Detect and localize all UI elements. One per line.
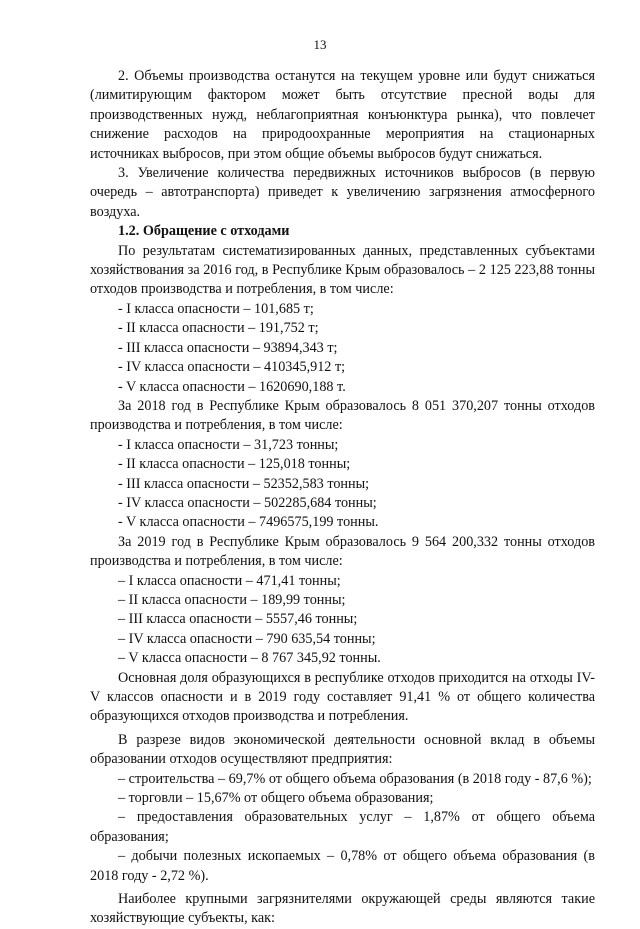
list-item: - V класса опасности – 1620690,188 т. <box>118 378 346 395</box>
list-item: - II класса опасности – 191,752 т; <box>118 320 319 337</box>
paragraph-2019-total: За 2019 год в Республике Крым образовалось 9 564 200,332 тонны отходов производства и потребления, в том числе: <box>90 533 595 570</box>
list-item: - III класса опасности – 93894,343 т; <box>118 339 338 356</box>
list-item: – II класса опасности – 189,99 тонны; <box>118 591 346 608</box>
list-item: – строительства – 69,7% от общего объема образования (в 2018 году - 87,6 %); <box>118 770 592 787</box>
list-item: - V класса опасности – 7496575,199 тонны. <box>118 514 379 531</box>
list-item: – предоставления образовательных услуг – 1,87% от общего объема образования; <box>90 809 595 845</box>
list-item: – торговли – 15,67% от общего объема образования; <box>118 790 434 807</box>
paragraph-largest-polluters: Наиболее крупными загрязнителями окружающей среды являются такие хозяйствующие субъекты, как: <box>90 891 595 927</box>
paragraph-economic-activities: В разрезе видов экономической деятельности основной вклад в объемы образовании отходов осуществляют предприятия: <box>90 731 595 768</box>
page-content <box>90 67 595 929</box>
list-item: – III класса опасности – 5557,46 тонны; <box>118 611 358 628</box>
paragraph-mobile-sources: 3. Увеличение количества передвижных источников выбросов (в первую очередь – автотранспорта) приведет к увеличению загрязнения атмосферного воздуха. <box>90 165 595 220</box>
list-2018-hazard-classes <box>90 436 595 533</box>
list-item: – V класса опасности – 8 767 345,92 тонны. <box>118 650 381 667</box>
list-item: – добычи полезных ископаемых – 0,78% от общего объема образования (в 2018 году - 2,72 %). <box>90 848 595 884</box>
list-2019-hazard-classes <box>90 572 595 669</box>
paragraph-main-share: Основная доля образующихся в республике отходов приходится на отходы IV-V классов опасности и в 2019 году составляет 91,41 % от общего количества образующихся отходов производства и потребления. <box>90 669 595 725</box>
list-2016-hazard-classes <box>90 300 595 397</box>
list-item: - IV класса опасности – 410345,912 т; <box>118 359 346 376</box>
list-item: - II класса опасности – 125,018 тонны; <box>118 456 351 473</box>
list-item: - I класса опасности – 101,685 т; <box>118 300 314 317</box>
paragraph-production-volumes: 2. Объемы производства останутся на текущем уровне или будут снижаться (лимитирующим фактором может быть отсутствие пресной воды для производственных нужд, неблагоприятная конъюнктура рынка), что повлечет снижение расходов на природоохранные мероприятия на стационарных источниках выбросов, при этом общие объемы выбросов будут снижаться. <box>90 68 595 162</box>
section-heading-waste: 1.2. Обращение с отходами <box>118 223 290 240</box>
page-number: 13 <box>313 37 327 52</box>
list-item: - I класса опасности – 31,723 тонны; <box>118 436 339 453</box>
list-item: - III класса опасности – 52352,583 тонны; <box>118 475 370 492</box>
list-item: - IV класса опасности – 502285,684 тонны; <box>118 494 377 511</box>
list-item: – IV класса опасности – 790 635,54 тонны; <box>118 630 376 647</box>
paragraph-2016-total: По результатам систематизированных данных, представленных субъектами хозяйствования за 2016 год, в Республике Крым образовалось – 2 125 223,88 тонны отходов производства и потребления, в том числе: <box>90 242 595 298</box>
list-economic-activities <box>90 770 595 886</box>
paragraph-2018-total: За 2018 год в Республике Крым образовалось 8 051 370,207 тонны отходов производства и потребления, в том числе: <box>90 397 595 434</box>
list-item: – I класса опасности – 471,41 тонны; <box>118 572 341 589</box>
